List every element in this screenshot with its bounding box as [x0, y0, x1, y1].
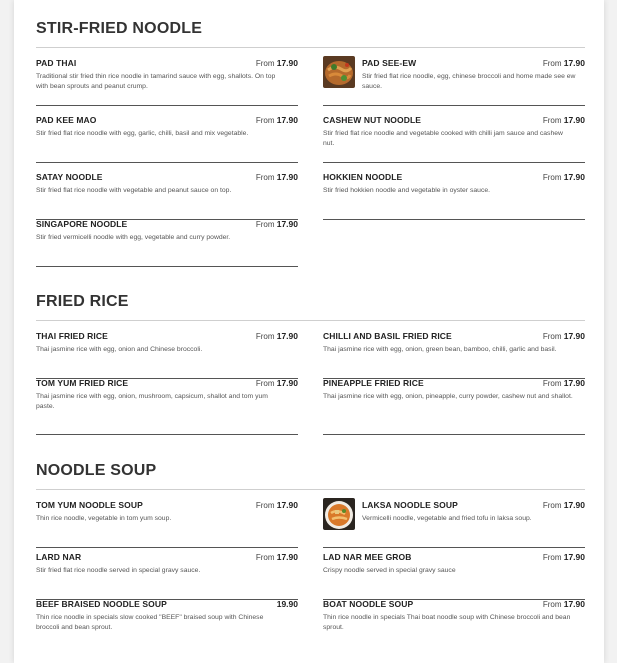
item-description: Stir fried flat rice noodle served in special gravy sauce. — [36, 567, 201, 574]
menu-item[interactable] — [323, 115, 585, 163]
item-description: Vermicelli noodle, vegetable and fried tofu in laksa soup. — [362, 515, 532, 522]
item-name: SATAY NOODLE — [36, 172, 103, 182]
menu-item[interactable] — [323, 58, 585, 106]
item-description: Thin rice noodle in specials Thai boat noodle soup with Chinese broccoli and bean sprout. — [323, 614, 571, 631]
item-name: CHILLI AND BASIL FRIED RICE — [323, 331, 452, 341]
item-price: From 17.90 — [255, 115, 298, 125]
item-name: THAI FRIED RICE — [36, 331, 108, 341]
menu-item[interactable] — [36, 599, 298, 647]
item-price: From 17.90 — [255, 500, 298, 510]
menu-item[interactable] — [36, 378, 298, 435]
item-name: SINGAPORE NOODLE — [36, 219, 128, 229]
item-name: PAD KEE MAO — [36, 115, 97, 125]
item-description: Crispy noodle served in special gravy sauce — [323, 567, 456, 574]
menu-item[interactable] — [323, 500, 585, 548]
section-title: STIR-FRIED NOODLE — [36, 20, 585, 48]
item-price: 19.90 — [276, 599, 298, 609]
food-photo-laksa — [323, 498, 355, 530]
menu-item[interactable] — [36, 552, 298, 600]
item-name: PINEAPPLE FRIED RICE — [323, 378, 424, 388]
item-description: Stir fried flat rice noodle and vegetable cooked with chilli jam sauce and cashew nut. — [323, 130, 563, 147]
menu-item[interactable] — [36, 115, 298, 163]
item-description: Thai jasmine rice with egg, onion and Chinese broccoli. — [36, 346, 203, 353]
menu-item[interactable] — [36, 219, 298, 267]
item-description: Traditional stir fried thin rice noodle in tamarind sauce with egg, shallots. On top with bean sprouts and peanut crump. — [36, 73, 276, 90]
item-name: BEEF BRAISED NOODLE SOUP — [36, 599, 167, 609]
menu-item[interactable] — [323, 552, 585, 600]
section-title: FRIED RICE — [36, 293, 585, 321]
item-description: Thin rice noodle, vegetable in tom yum soup. — [36, 515, 172, 522]
item-description: Thai jasmine rice with egg, onion, mushroom, capsicum, shallot and tom yum paste. — [36, 393, 268, 410]
item-name: LAD NAR MEE GROB — [323, 552, 412, 562]
item-name: PAD SEE-EW — [362, 58, 417, 68]
menu-item[interactable] — [36, 172, 298, 220]
item-price: From 17.90 — [542, 115, 585, 125]
item-price: From 17.90 — [255, 552, 298, 562]
item-price: From 17.90 — [255, 219, 298, 229]
item-price: From 17.90 — [542, 172, 585, 182]
item-price: From 17.90 — [542, 500, 585, 510]
section-noodle-soup — [36, 462, 585, 631]
item-description: Stir fried flat rice noodle, egg, chinese broccoli and home made see ew sauce. — [362, 73, 576, 90]
menu-item[interactable] — [323, 172, 585, 220]
section-title: NOODLE SOUP — [36, 462, 585, 490]
item-name: PAD THAI — [36, 58, 77, 68]
item-price: From 17.90 — [255, 58, 298, 68]
menu-item[interactable] — [323, 378, 585, 435]
item-description: Stir fried flat rice noodle with vegetable and peanut sauce on top. — [36, 187, 232, 194]
item-name: HOKKIEN NOODLE — [323, 172, 403, 182]
item-description: Thai jasmine rice with egg, onion, pineapple, curry powder, cashew nut and shallot. — [323, 393, 573, 400]
item-name: TOM YUM FRIED RICE — [36, 378, 129, 388]
item-price: From 17.90 — [542, 599, 585, 609]
item-name: LARD NAR — [36, 552, 82, 562]
item-price: From 17.90 — [542, 552, 585, 562]
item-description: Stir fried vermicelli noodle with egg, vegetable and curry powder. — [36, 234, 231, 241]
item-description: Thai jasmine rice with egg, onion, green bean, bamboo, chilli, garlic and basil. — [323, 346, 557, 353]
menu-item[interactable] — [36, 500, 298, 548]
menu-page — [14, 0, 604, 663]
menu-item[interactable] — [323, 599, 585, 647]
item-name: BOAT NOODLE SOUP — [323, 599, 414, 609]
item-price: From 17.90 — [255, 331, 298, 341]
item-description: Stir fried flat rice noodle with egg, garlic, chilli, basil and mix vegetable. — [36, 130, 249, 137]
food-photo-pad-see-ew — [323, 56, 355, 88]
menu-item[interactable] — [36, 58, 298, 106]
item-name: CASHEW NUT NOODLE — [323, 115, 422, 125]
item-price: From 17.90 — [542, 58, 585, 68]
menu-item[interactable] — [36, 331, 298, 379]
section-fried-rice — [36, 293, 585, 410]
item-price: From 17.90 — [255, 378, 298, 388]
item-description: Thin rice noodle in specials slow cooked "BEEF" braised soup with Chinese broccoli and bean sprout. — [36, 614, 264, 631]
menu-item[interactable] — [323, 331, 585, 379]
item-name: TOM YUM NOODLE SOUP — [36, 500, 143, 510]
item-name: LAKSA NOODLE SOUP — [362, 500, 458, 510]
item-price: From 17.90 — [542, 331, 585, 341]
item-description: Stir fried hokkien noodle and vegetable in oyster sauce. — [323, 187, 491, 194]
section-stir-fried-noodle — [36, 20, 585, 241]
item-price: From 17.90 — [255, 172, 298, 182]
item-price: From 17.90 — [542, 378, 585, 388]
